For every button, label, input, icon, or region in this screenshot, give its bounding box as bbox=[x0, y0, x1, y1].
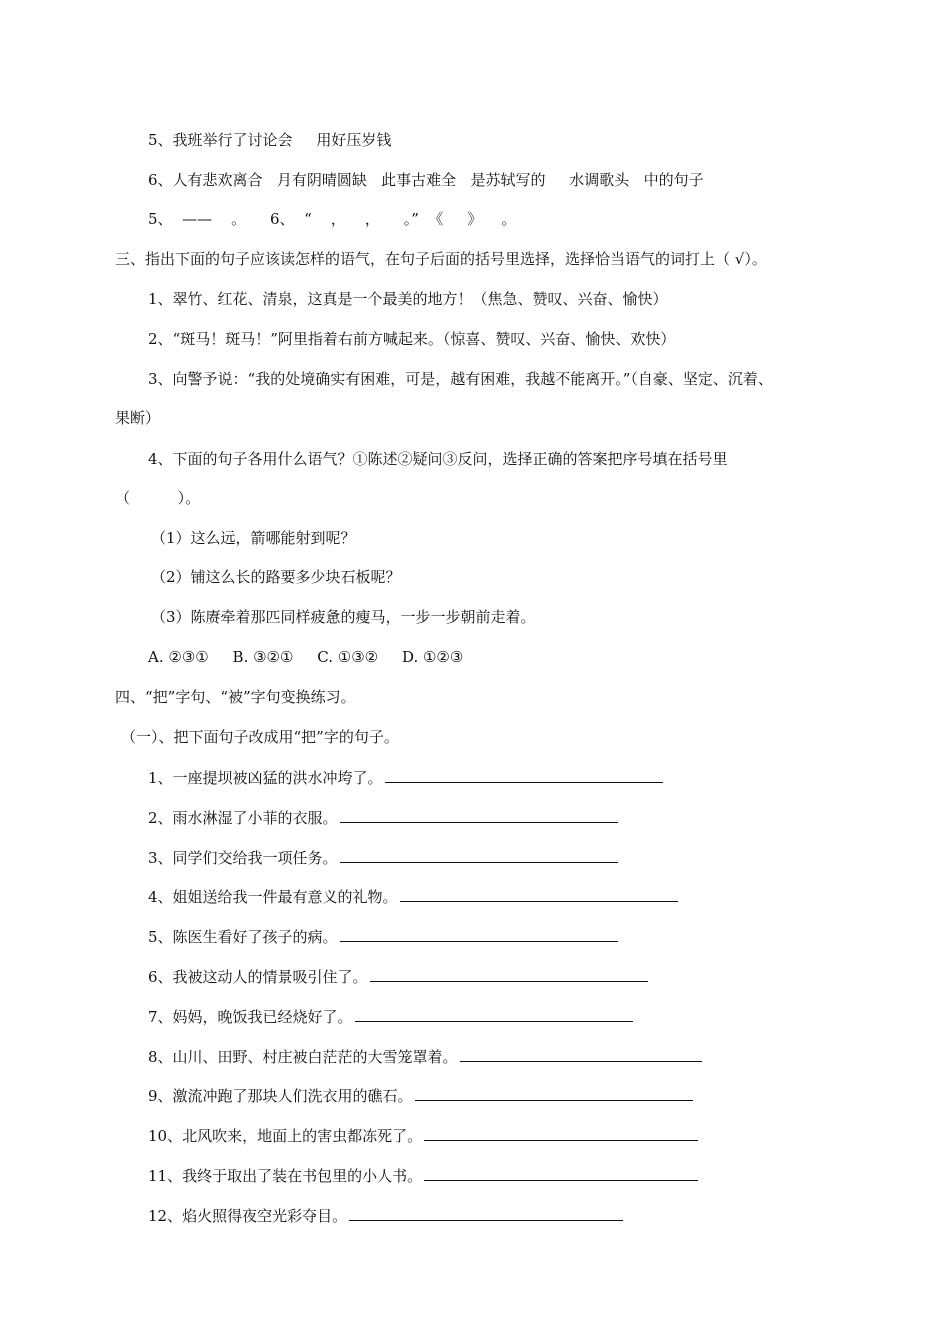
exercise-prompt: 3、同学们交给我一项任务。 bbox=[148, 849, 338, 867]
section-3-heading: 三、指出下面的句子应该读怎样的语气，在句子后面的括号里选择，选择恰当语气的词打上（ √）。 bbox=[115, 250, 767, 268]
exercise-item bbox=[148, 807, 618, 828]
exercise-item bbox=[148, 1006, 633, 1027]
sub-sentence-1: （1）这么远，箭哪能射到呢？ bbox=[151, 529, 356, 547]
exercise-item bbox=[148, 767, 663, 788]
exercise-item bbox=[148, 847, 618, 868]
answer-blank[interactable] bbox=[355, 1006, 633, 1022]
exercise-item bbox=[148, 1125, 698, 1146]
answer-blank[interactable] bbox=[385, 767, 663, 783]
exercise-prompt: 4、姐姐送给我一件最有意义的礼物。 bbox=[148, 888, 398, 906]
exercise-prompt: 5、陈医生看好了孩子的病。 bbox=[148, 928, 338, 946]
tone-question-1: 1、翠竹、红花、清泉，这真是一个最美的地方！（焦急、赞叹、兴奋、愉快） bbox=[148, 290, 668, 308]
exercise-item bbox=[148, 886, 678, 907]
exercise-prompt: 7、妈妈，晚饭我已经烧好了。 bbox=[148, 1008, 353, 1026]
subsection-1-heading: （一）、把下面句子改成用“把”字的句子。 bbox=[121, 728, 399, 746]
answer-blank[interactable] bbox=[349, 1205, 623, 1221]
answer-line-6: 6、人有悲欢离合 月有阴晴圆缺 此事古难全 是苏轼写的 水调歌头 中的句子 bbox=[148, 171, 704, 189]
section-4-heading: 四、“把”字句、“被”字句变换练习。 bbox=[115, 688, 356, 706]
answer-blank[interactable] bbox=[424, 1125, 698, 1141]
sub-sentence-3: （3）陈赓牵着那匹同样疲惫的瘦马，一步一步朝前走着。 bbox=[151, 608, 536, 626]
exercise-item bbox=[148, 966, 648, 987]
answer-blank[interactable] bbox=[340, 807, 618, 823]
exercise-prompt: 8、山川、田野、村庄被白茫茫的大雪笼罩着。 bbox=[148, 1048, 458, 1066]
answer-blank[interactable] bbox=[340, 926, 618, 942]
answer-bracket: （ ）。 bbox=[115, 489, 201, 507]
exercise-prompt: 11、我终于取出了装在书包里的小人书。 bbox=[148, 1167, 423, 1185]
tone-question-4: 4、下面的句子各用什么语气？①陈述②疑问③反问，选择正确的答案把序号填在括号里 bbox=[148, 450, 728, 468]
answer-blank[interactable] bbox=[460, 1046, 702, 1062]
exercise-prompt: 12、焰火照得夜空光彩夺目。 bbox=[148, 1207, 348, 1225]
exercise-prompt: 1、一座提坝被凶猛的洪水冲垮了。 bbox=[148, 769, 383, 787]
choice-options: A. ②③① B. ③②① C. ①③② D. ①②③ bbox=[148, 648, 464, 666]
exercise-prompt: 6、我被这动人的情景吸引住了。 bbox=[148, 968, 368, 986]
sub-sentence-2: （2）铺这么长的路要多少块石板呢？ bbox=[151, 568, 401, 586]
answer-blank[interactable] bbox=[340, 847, 618, 863]
tone-question-3: 3、向警予说：“我的处境确实有困难，可是，越有困难，我越不能离开。”（自豪、坚定、沉着、 bbox=[148, 370, 773, 388]
answer-line-5: 5、我班举行了讨论会 用好压岁钱 bbox=[148, 131, 392, 149]
answer-blank[interactable] bbox=[415, 1085, 693, 1101]
exercise-item bbox=[148, 1085, 693, 1106]
exercise-item bbox=[148, 1205, 623, 1226]
exercise-prompt: 10、北风吹来，地面上的害虫都冻死了。 bbox=[148, 1127, 423, 1145]
exercise-item bbox=[148, 1046, 702, 1067]
answer-blank[interactable] bbox=[400, 886, 678, 902]
exercise-item bbox=[148, 1165, 698, 1186]
tone-question-3-cont: 果断） bbox=[115, 409, 161, 427]
exercise-item bbox=[148, 926, 618, 947]
answer-blank[interactable] bbox=[424, 1165, 698, 1181]
exercise-prompt: 2、雨水淋湿了小菲的衣服。 bbox=[148, 809, 338, 827]
exercise-prompt: 9、激流冲跑了那块人们洗衣用的礁石。 bbox=[148, 1087, 413, 1105]
punctuation-line: 5、 —— 。 6、 “ ， ， 。” 《 》 。 bbox=[148, 210, 517, 228]
answer-blank[interactable] bbox=[370, 966, 648, 982]
tone-question-2: 2、“斑马！斑马！”阿里指着右前方喊起来。（惊喜、赞叹、兴奋、愉快、欢快） bbox=[148, 330, 676, 348]
